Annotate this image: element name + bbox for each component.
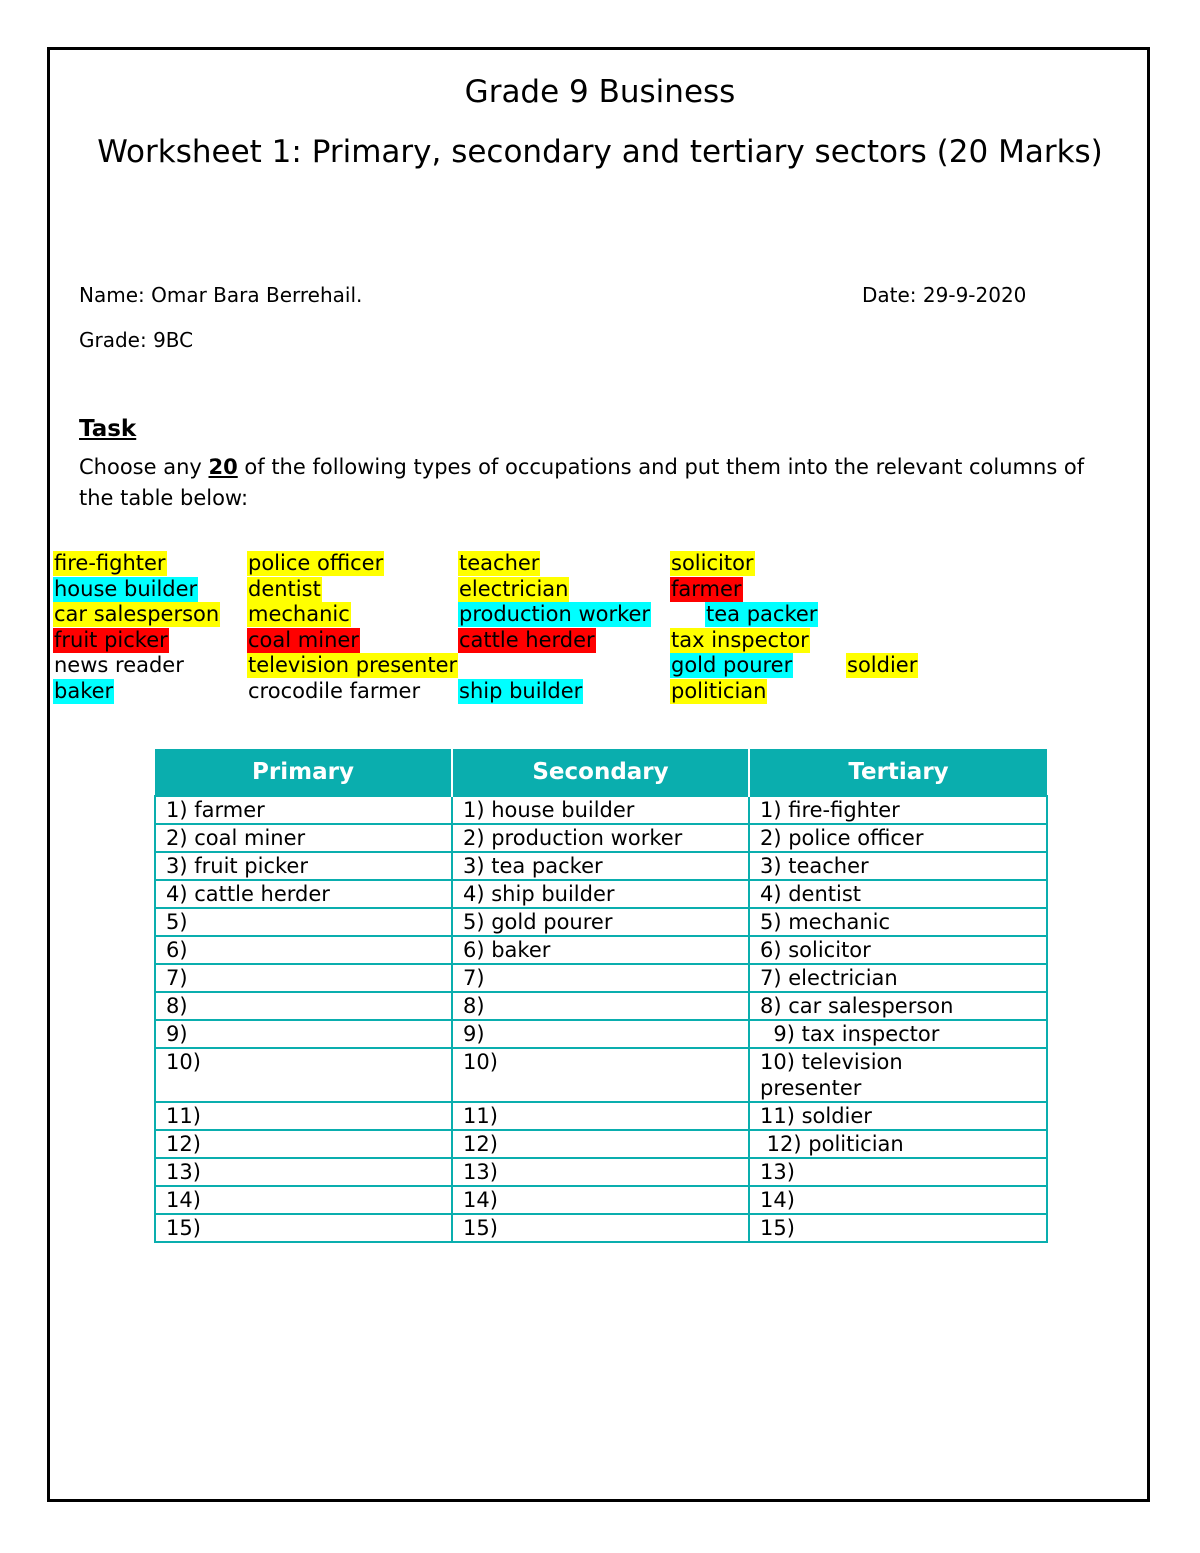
tertiary-cell[interactable]: 11) soldier	[749, 1102, 1047, 1130]
occupation-item: news reader	[54, 653, 184, 677]
occupation-item: electrician	[459, 576, 569, 601]
occupation-item: fruit picker	[54, 627, 168, 652]
tertiary-cell[interactable]: 10) television presenter	[749, 1048, 1047, 1102]
secondary-cell[interactable]: 9)	[452, 1020, 749, 1048]
secondary-cell[interactable]: 12)	[452, 1130, 749, 1158]
occupation-item: gold pourer	[671, 653, 793, 677]
occupation-item: solicitor	[671, 551, 754, 575]
occupation-row	[53, 653, 1053, 679]
student-name: Name: Omar Bara Berrehail.	[79, 283, 363, 307]
primary-cell[interactable]: 5)	[155, 908, 452, 936]
tertiary-cell[interactable]: 6) solicitor	[749, 936, 1047, 964]
occupation-item: tax inspector	[671, 627, 809, 652]
occupation-item: television presenter	[248, 653, 458, 677]
table-row	[155, 1214, 1047, 1242]
secondary-cell[interactable]: 1) house builder	[452, 796, 749, 824]
header-tertiary: Tertiary	[749, 749, 1047, 796]
primary-cell[interactable]: 4) cattle herder	[155, 880, 452, 908]
primary-cell[interactable]: 8)	[155, 992, 452, 1020]
secondary-cell[interactable]: 4) ship builder	[452, 880, 749, 908]
primary-cell[interactable]: 9)	[155, 1020, 452, 1048]
secondary-cell[interactable]: 8)	[452, 992, 749, 1020]
table-header-row	[155, 749, 1047, 796]
primary-cell[interactable]: 13)	[155, 1158, 452, 1186]
header-secondary: Secondary	[452, 749, 749, 796]
secondary-cell[interactable]: 5) gold pourer	[452, 908, 749, 936]
tertiary-cell[interactable]: 13)	[749, 1158, 1047, 1186]
occupation-item: mechanic	[248, 602, 350, 626]
task-text-before: Choose any	[79, 455, 209, 479]
occupation-row	[53, 602, 1053, 628]
occupation-row	[53, 577, 1053, 603]
secondary-cell[interactable]: 6) baker	[452, 936, 749, 964]
worksheet-date: Date: 29-9-2020	[862, 283, 1027, 307]
primary-cell[interactable]: 15)	[155, 1214, 452, 1242]
primary-cell[interactable]: 2) coal miner	[155, 824, 452, 852]
occupation-item: politician	[671, 678, 767, 703]
table-row	[155, 796, 1047, 824]
occupation-row	[53, 628, 1053, 654]
occupation-item: soldier	[847, 653, 918, 677]
tertiary-cell[interactable]: 3) teacher	[749, 852, 1047, 880]
secondary-cell[interactable]: 10)	[452, 1048, 749, 1102]
primary-cell[interactable]: 14)	[155, 1186, 452, 1214]
occupation-row	[53, 551, 1053, 577]
primary-cell[interactable]: 10)	[155, 1048, 452, 1102]
primary-cell[interactable]: 11)	[155, 1102, 452, 1130]
table-row	[155, 1186, 1047, 1214]
secondary-cell[interactable]: 14)	[452, 1186, 749, 1214]
occupation-row	[53, 679, 1053, 705]
occupation-item: coal miner	[248, 627, 359, 652]
table-row	[155, 964, 1047, 992]
occupation-item: dentist	[248, 576, 321, 601]
student-grade: Grade: 9BC	[79, 328, 194, 352]
sectors-table	[154, 749, 1048, 1243]
worksheet-subtitle: Worksheet 1: Primary, secondary and tertiary sectors (20 Marks)	[97, 134, 1103, 170]
primary-cell[interactable]: 1) farmer	[155, 796, 452, 824]
tertiary-cell[interactable]: 12) politician	[749, 1130, 1047, 1158]
task-instructions	[79, 452, 1089, 514]
tertiary-cell[interactable]: 14)	[749, 1186, 1047, 1214]
tertiary-cell[interactable]: 4) dentist	[749, 880, 1047, 908]
occupation-item: tea packer	[706, 602, 818, 626]
table-row	[155, 1158, 1047, 1186]
secondary-cell[interactable]: 13)	[452, 1158, 749, 1186]
table-row	[155, 880, 1047, 908]
primary-cell[interactable]: 7)	[155, 964, 452, 992]
table-row	[155, 1102, 1047, 1130]
occupation-item: teacher	[459, 551, 540, 575]
table-row	[155, 824, 1047, 852]
tertiary-cell[interactable]: 8) car salesperson	[749, 992, 1047, 1020]
primary-cell[interactable]: 3) fruit picker	[155, 852, 452, 880]
tertiary-cell[interactable]: 15)	[749, 1214, 1047, 1242]
tertiary-cell[interactable]: 1) fire-fighter	[749, 796, 1047, 824]
occupation-item: crocodile farmer	[248, 678, 421, 703]
header-primary: Primary	[155, 749, 452, 796]
task-number: 20	[208, 455, 238, 479]
occupation-item: cattle herder	[459, 627, 595, 652]
occupation-item: production worker	[459, 602, 651, 626]
task-text-after: of the following types of occupations and put them into the relevant columns of the table below:	[79, 455, 1085, 510]
table-row	[155, 1048, 1047, 1102]
occupation-item: house builder	[54, 576, 198, 601]
task-heading: Task	[79, 416, 137, 442]
occupation-item: fire-fighter	[54, 551, 166, 575]
primary-cell[interactable]: 6)	[155, 936, 452, 964]
table-row	[155, 1130, 1047, 1158]
page-title: Grade 9 Business	[464, 74, 736, 110]
secondary-cell[interactable]: 3) tea packer	[452, 852, 749, 880]
occupation-item: car salesperson	[54, 602, 220, 626]
tertiary-cell[interactable]: 5) mechanic	[749, 908, 1047, 936]
table-row	[155, 992, 1047, 1020]
occupation-item: baker	[54, 678, 114, 703]
occupation-word-bank	[53, 551, 1053, 704]
secondary-cell[interactable]: 15)	[452, 1214, 749, 1242]
table-row	[155, 852, 1047, 880]
tertiary-cell[interactable]: 2) police officer	[749, 824, 1047, 852]
table-row	[155, 936, 1047, 964]
occupation-item: farmer	[671, 576, 742, 601]
secondary-cell[interactable]: 11)	[452, 1102, 749, 1130]
occupation-item: police officer	[248, 551, 384, 575]
secondary-cell[interactable]: 2) production worker	[452, 824, 749, 852]
tertiary-cell[interactable]: 7) electrician	[749, 964, 1047, 992]
table-row	[155, 908, 1047, 936]
secondary-cell[interactable]: 7)	[452, 964, 749, 992]
occupation-item: ship builder	[459, 678, 583, 703]
primary-cell[interactable]: 12)	[155, 1130, 452, 1158]
tertiary-cell[interactable]: 9) tax inspector	[749, 1020, 1047, 1048]
table-row	[155, 1020, 1047, 1048]
